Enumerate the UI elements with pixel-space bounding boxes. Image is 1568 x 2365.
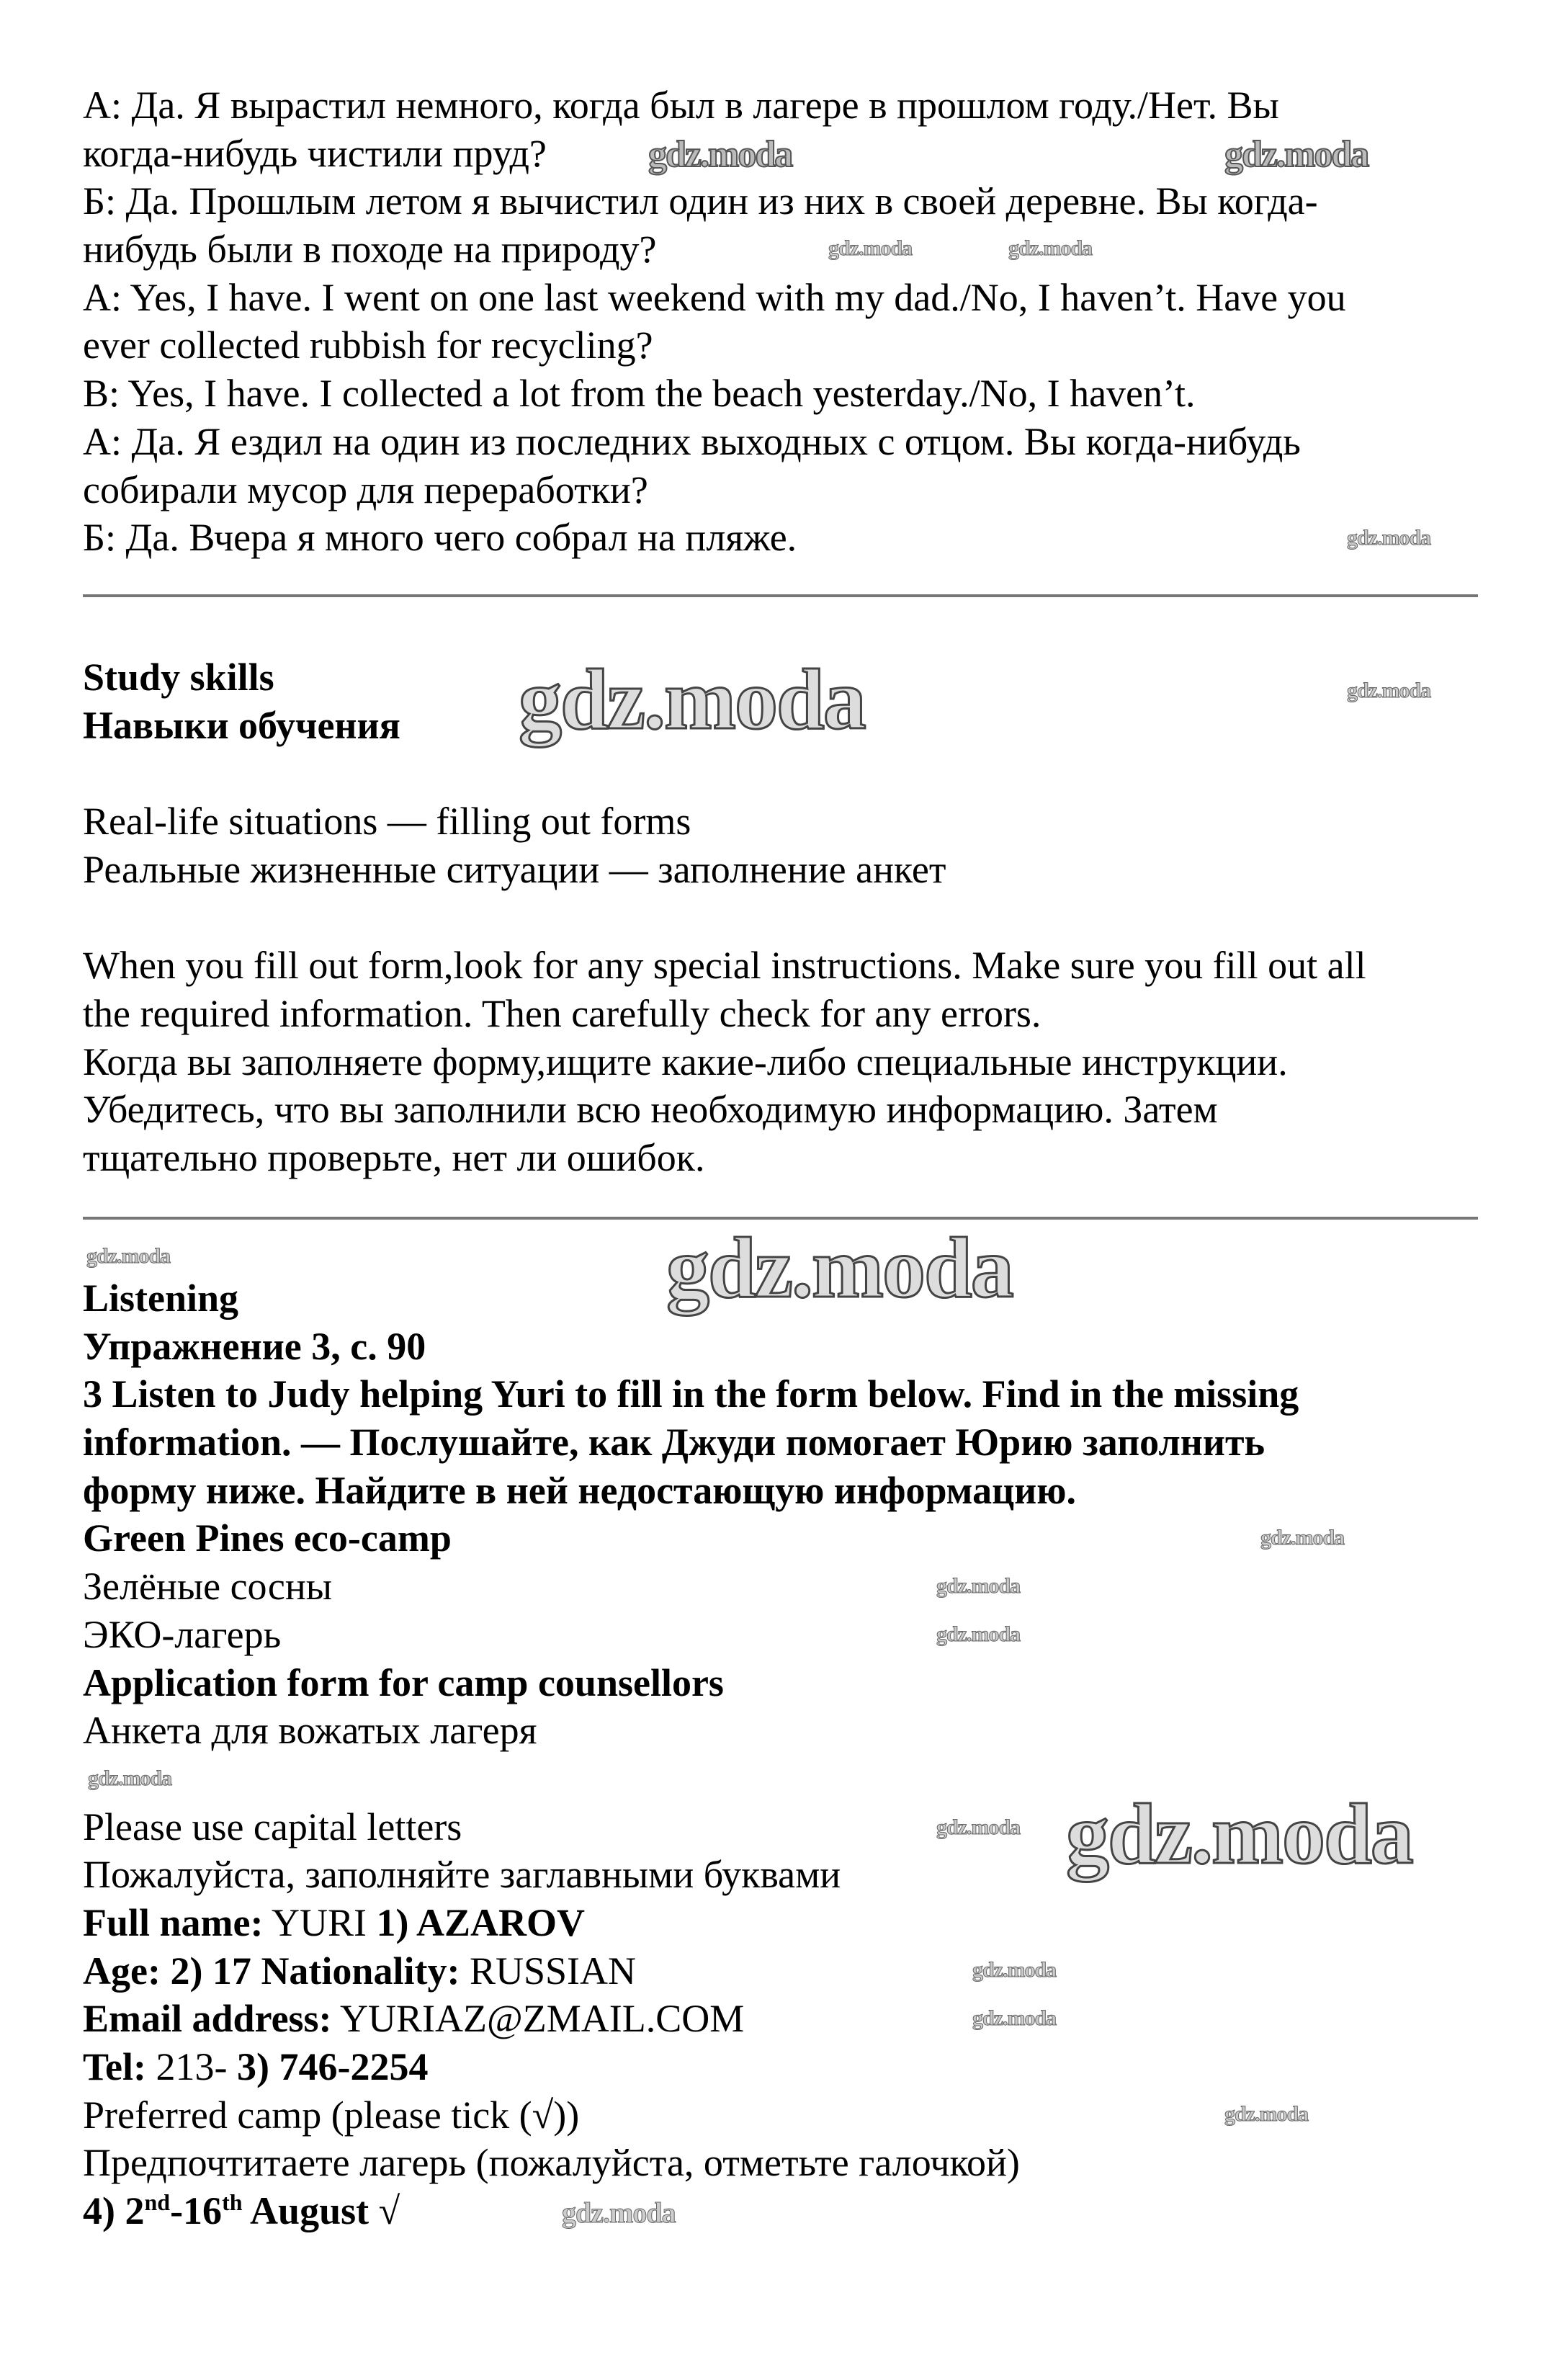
preferred-camp-ru: Предпочтитаете лагерь (пожалуйста, отметьте галочкой) — [83, 2141, 1020, 2185]
field-label: Email address: — [83, 1997, 332, 2041]
field-label: Tel: — [83, 2045, 147, 2088]
text-line: the required information. Then carefully check for any errors. — [83, 991, 1041, 1035]
watermark: gdz.moda — [666, 1220, 1013, 1315]
form-title: Application form for camp counsellors — [83, 1660, 724, 1704]
watermark: gdz.moda — [88, 1766, 172, 1790]
watermark: gdz.moda — [1347, 679, 1431, 702]
watermark: gdz.moda — [936, 1815, 1021, 1839]
section-heading: Study skills — [83, 656, 274, 699]
watermark: gdz.moda — [972, 1958, 1057, 1982]
text-line: Real-life situations — filling out forms — [83, 800, 691, 844]
camp-name: Green Pines eco-camp — [83, 1516, 452, 1560]
text-line: нибудь были в походе на природу? — [83, 228, 657, 272]
task-text: форму ниже. Найдите в ней недостающую информацию. — [83, 1468, 1077, 1512]
watermark: gdz.moda — [828, 236, 913, 260]
field-value: YURI — [272, 1900, 367, 1944]
text-line: A: Yes, I have. I went on one last weekend with my dad./No, I haven’t. Have you — [83, 275, 1346, 319]
watermark: gdz.moda — [1224, 2102, 1309, 2126]
answer-text: August — [242, 2189, 369, 2233]
answer-text: -16 — [170, 2189, 223, 2233]
tel-row — [83, 2043, 1299, 2091]
answer-text: 4) 2 — [83, 2189, 145, 2233]
text-line: When you fill out form,look for any special instructions. Make sure you fill out all — [83, 944, 1366, 988]
section-heading: Listening — [83, 1277, 239, 1320]
field-value: 213- — [156, 2045, 228, 2088]
task-text: 3 Listen to Judy helping Yuri to fill in the form below. Find in the missing — [83, 1372, 1299, 1416]
watermark: gdz.moda — [1224, 134, 1368, 175]
watermark: gdz.moda — [936, 1574, 1021, 1598]
watermark: gdz.moda — [1260, 1526, 1345, 1550]
section-divider — [83, 594, 1478, 597]
instruction-ru: Пожалуйста, заполняйте заглавными буквами — [83, 1853, 841, 1897]
tick-mark: √ — [378, 2189, 400, 2233]
field-answer: 2) 17 — [170, 1949, 251, 1993]
text-line: собирали мусор для переработки? — [83, 468, 648, 511]
text-line: Убедитесь, что вы заполнили всю необходимую информацию. Затем — [83, 1088, 1218, 1132]
field-label: Age: — [83, 1949, 161, 1993]
camp-name-ru: ЭКО-лагерь — [83, 1612, 282, 1656]
camp-name-ru: Зелёные сосны — [83, 1565, 333, 1609]
text-line: А: Да. Я вырастил немного, когда был в лагере в прошлом году./Нет. Вы — [83, 84, 1279, 127]
superscript: th — [222, 2189, 243, 2216]
field-label: Full name: — [83, 1900, 264, 1944]
field-value: RUSSIAN — [469, 1949, 636, 1993]
task-text: information. — Послушайте, как Джуди помогает Юрию заполнить — [83, 1421, 1265, 1465]
age-row — [83, 1947, 1299, 1995]
field-value: YURIAZ@ZMAIL.COM — [340, 1997, 745, 2041]
preferred-camp: Preferred camp (please tick (√)) — [83, 2093, 580, 2137]
exercise-number: Упражнение 3, с. 90 — [83, 1324, 426, 1368]
watermark: gdz.moda — [1066, 1786, 1412, 1882]
superscript: nd — [144, 2189, 171, 2216]
field-answer: 3) 746-2254 — [237, 2045, 429, 2088]
watermark: gdz.moda — [936, 1622, 1021, 1646]
text-line: А: Да. Я ездил на один из последних выходных с отцом. Вы когда-нибудь — [83, 419, 1301, 463]
watermark: gdz.moda — [1347, 526, 1431, 550]
full-name-row — [83, 1899, 1299, 1947]
section-heading-ru: Навыки обучения — [83, 703, 400, 747]
watermark: gdz.moda — [972, 2006, 1057, 2030]
listening-section — [83, 1274, 1299, 2235]
watermark: gdz.moda — [562, 2196, 676, 2229]
watermark: gdz.moda — [519, 651, 865, 747]
text-line: когда-нибудь чистили пруд? — [83, 131, 547, 175]
text-line: тщательно проверьте, нет ли ошибок. — [83, 1135, 705, 1179]
answer-4 — [83, 2187, 1299, 2235]
field-answer: 1) AZAROV — [376, 1900, 586, 1944]
form-title-ru: Анкета для вожатых лагеря — [83, 1709, 537, 1753]
text-line: Реальные жизненные ситуации — заполнение анкет — [83, 847, 946, 891]
text-line: Б: Да. Прошлым летом я вычистил один из них в своей деревне. Вы когда- — [83, 179, 1318, 223]
email-row — [83, 1995, 1299, 2043]
text-line: Б: Да. Вчера я много чего собрал на пляже. — [83, 516, 797, 560]
watermark: gdz.moda — [648, 134, 792, 175]
instruction: Please use capital letters — [83, 1805, 462, 1848]
text-line: ever collected rubbish for recycling? — [83, 323, 653, 367]
text-line: B: Yes, I have. I collected a lot from the beach yesterday./No, I haven’t. — [83, 372, 1196, 416]
field-label: Nationality: — [261, 1949, 460, 1993]
watermark: gdz.moda — [1008, 236, 1093, 260]
watermark: gdz.moda — [86, 1244, 171, 1268]
text-line: Когда вы заполняете форму,ищите какие-либо специальные инструкции. — [83, 1040, 1288, 1083]
